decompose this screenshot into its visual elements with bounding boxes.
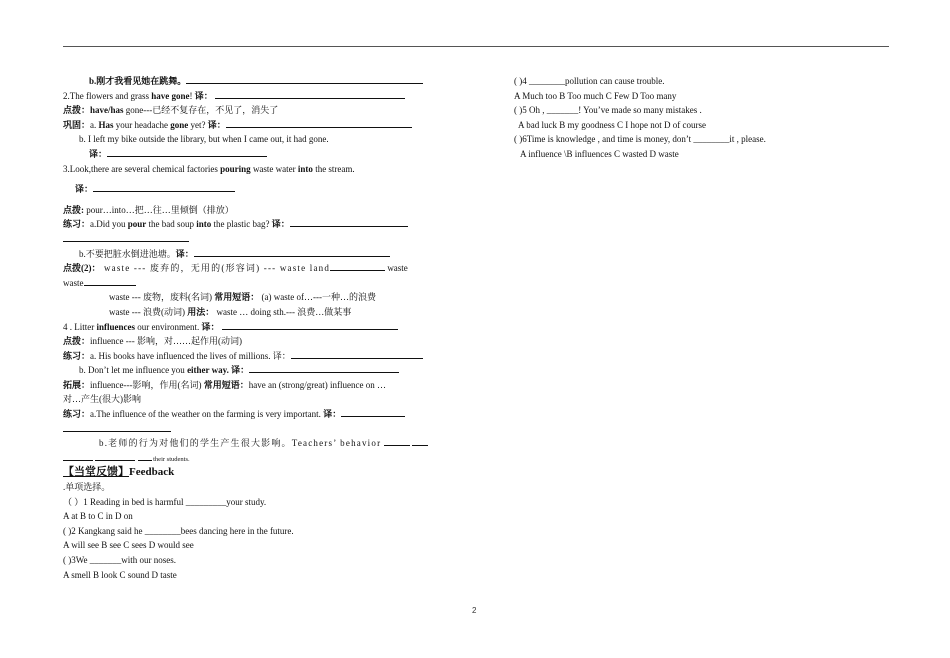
line-practice-influence-a: 练习：a. His books have influenced the lives of millions. 译： <box>63 349 441 364</box>
line-blank <box>63 232 441 247</box>
question-5-options: A bad luck B my goodness C I hope not D of course <box>518 119 706 130</box>
line-practice-a: 练习：a.Did you pour the bad soup into the plastic bag? 译： <box>63 217 441 232</box>
question-1-options: A at B to C in D on <box>63 511 133 522</box>
line-waste-cont: waste <box>63 276 441 291</box>
line-practice-influence-b: b. Don’t let me influence you either way. 译： <box>63 363 441 378</box>
page-number: 2 <box>472 606 477 615</box>
line-tip-influence: 点拨：influence --- 影响，对……起作用(动词) <box>63 336 242 347</box>
question-2-options: A will see B see C sees D would see <box>63 540 194 551</box>
line-waste-noun: waste --- 废物，废料(名词) 常用短语： (a) waste of…---一种…的浪费 <box>109 292 376 303</box>
line-teacher-behavior: b.老师的行为对他们的学生产生很大影响。Teachers’ behavior <box>63 436 441 451</box>
line-waste-verb: waste --- 浪费(动词) 用法： waste … doing sth.--- 浪费…做某事 <box>109 306 352 317</box>
question-2: ( )2 Kangkang said he ________bees dancing here in the future. <box>63 525 294 536</box>
question-3-options: A smell B look C sound D taste <box>63 569 177 580</box>
line-translate-b: 译： <box>63 147 441 162</box>
line-practice-b: b.不要把脏水倒进池塘。译： <box>63 247 441 262</box>
line-practice-weather: 练习：a.The influence of the weather on the farming is very important. 译： <box>63 407 441 422</box>
question-6: ( )6Time is knowledge , and time is money, don’t ________it , please. <box>514 134 766 145</box>
line-consolidate-b: b. I left my bike outside the library, but when I came out, it had gone. <box>79 134 329 145</box>
line-students: their students. <box>63 451 441 466</box>
header-rule <box>63 46 889 47</box>
right-column <box>514 74 894 162</box>
question-3: ( )3We _______with our noses. <box>63 555 177 565</box>
left-column <box>63 74 441 582</box>
line-tip-pour-into: 点拨: pour…into…把…往…里倾倒（排放） <box>63 204 234 215</box>
line-tip-waste: 点拨(2)： waste --- 废弃的，无用的(形容词) --- waste land waste <box>63 263 408 274</box>
line-blank-2 <box>63 422 441 437</box>
line-extend-meaning: 对…产生(很大)影响 <box>63 394 141 405</box>
question-1: （ ）1 Reading in bed is harmful _________your study. <box>63 496 267 507</box>
line-item-4: 4 . Litter influences our environment. 译： <box>63 320 441 335</box>
question-6-options: A influence \B influences C wasted D waste <box>520 148 679 159</box>
question-4: ( )4 ________pollution can cause trouble. <box>514 76 665 86</box>
line-consolidate-a: 巩固：a. Has your headache gone yet? 译： <box>63 118 441 133</box>
line-tip-have-gone: 点拨：have/has gone---已经不复存在，不见了，消失了 <box>63 105 279 116</box>
question-4-options: A Much too B Too much C Few D Too many <box>514 90 677 101</box>
line-extend: 拓展：influence---影响，作用(名词) 常用短语：have an (strong/great) influence on … <box>63 379 386 390</box>
line-item-3: 3.Look,there are several chemical factories pouring waste water into the stream. <box>63 163 355 174</box>
question-5: ( )5 Oh , _______! You’ve made so many mistakes . <box>514 105 702 116</box>
line-single-choice: .单项选择。 <box>63 482 111 493</box>
line-item-2: 2.The flowers and grass have gone! 译： <box>63 89 441 104</box>
feedback-heading: 【当堂反馈】Feedback <box>63 466 175 479</box>
line-translate-3: 译： <box>63 182 441 197</box>
line-b-translate: b.刚才我看见她在跳舞。 <box>63 74 441 89</box>
